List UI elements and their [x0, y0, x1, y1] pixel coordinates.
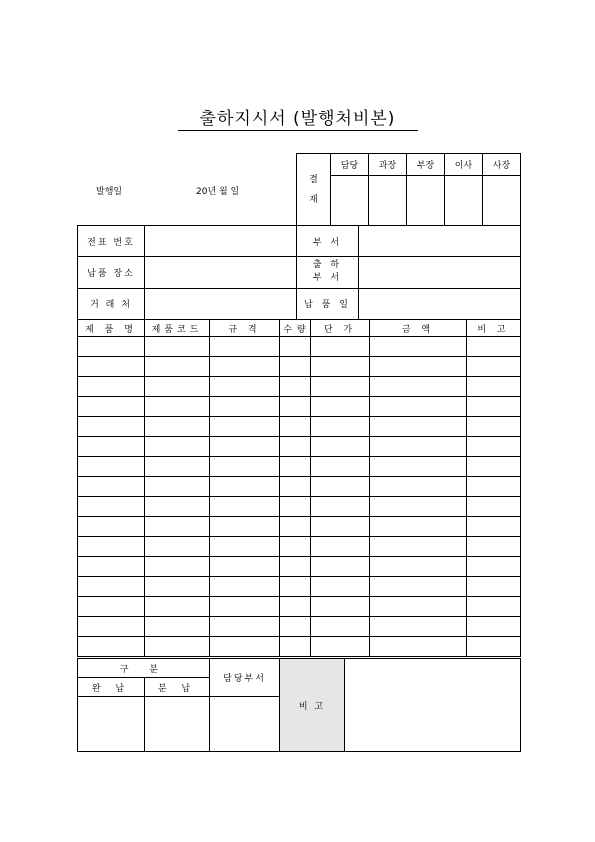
delivery-date-field[interactable]	[359, 288, 521, 319]
cell-quantity[interactable]	[280, 397, 311, 417]
cell-amount[interactable]	[370, 497, 467, 517]
delivery-place-field[interactable]	[145, 257, 297, 288]
dept-label: 부 서	[297, 226, 359, 257]
cell-product-name[interactable]	[78, 357, 145, 377]
cell-spec[interactable]	[210, 477, 280, 497]
col-header-spec: 규 격	[210, 320, 280, 337]
cell-product-name[interactable]	[78, 577, 145, 597]
cell-unit-price[interactable]	[311, 517, 370, 537]
col-header-quantity: 수 량	[280, 320, 311, 337]
cell-spec[interactable]	[210, 417, 280, 437]
cell-product-code[interactable]	[145, 357, 210, 377]
cell-spec[interactable]	[210, 337, 280, 357]
cell-unit-price[interactable]	[311, 597, 370, 617]
cell-remarks[interactable]	[467, 457, 521, 477]
approval-header-staff: 담당	[331, 154, 369, 176]
cell-quantity[interactable]	[280, 577, 311, 597]
cell-unit-price[interactable]	[311, 337, 370, 357]
cell-amount[interactable]	[370, 397, 467, 417]
cell-amount[interactable]	[370, 437, 467, 457]
cell-spec[interactable]	[210, 557, 280, 577]
cell-remarks[interactable]	[467, 437, 521, 457]
approval-header-president: 사장	[483, 154, 521, 176]
cell-spec[interactable]	[210, 357, 280, 377]
cell-product-code[interactable]	[145, 417, 210, 437]
cell-product-code[interactable]	[145, 637, 210, 657]
cell-amount[interactable]	[370, 517, 467, 537]
approval-header-section-chief: 과장	[369, 154, 407, 176]
col-header-unit-price: 단 가	[311, 320, 370, 337]
client-field[interactable]	[145, 288, 297, 319]
cell-product-code[interactable]	[145, 477, 210, 497]
cell-quantity[interactable]	[280, 617, 311, 637]
cell-unit-price[interactable]	[311, 437, 370, 457]
table-row	[78, 537, 521, 557]
cell-amount[interactable]	[370, 357, 467, 377]
approval-sign-director[interactable]	[445, 176, 483, 226]
cell-product-code[interactable]	[145, 377, 210, 397]
table-row	[78, 577, 521, 597]
cell-remarks[interactable]	[467, 377, 521, 397]
cell-spec[interactable]	[210, 537, 280, 557]
cell-amount[interactable]	[370, 337, 467, 357]
cell-unit-price[interactable]	[311, 377, 370, 397]
full-payment-label: 완 납	[78, 678, 145, 697]
table-row	[78, 477, 521, 497]
cell-spec[interactable]	[210, 377, 280, 397]
cell-product-name[interactable]	[78, 597, 145, 617]
cell-product-code[interactable]	[145, 517, 210, 537]
approval-box	[296, 153, 521, 226]
cell-remarks[interactable]	[467, 497, 521, 517]
cell-quantity[interactable]	[280, 337, 311, 357]
cell-spec[interactable]	[210, 437, 280, 457]
cell-unit-price[interactable]	[311, 417, 370, 437]
cell-product-code[interactable]	[145, 557, 210, 577]
cell-amount[interactable]	[370, 557, 467, 577]
dept-in-charge-label: 담당부서	[210, 659, 280, 697]
cell-quantity[interactable]	[280, 377, 311, 397]
slip-no-field[interactable]	[145, 226, 297, 257]
cell-unit-price[interactable]	[311, 397, 370, 417]
col-header-product-code: 제품코드	[145, 320, 210, 337]
cell-remarks[interactable]	[467, 597, 521, 617]
items-table	[77, 319, 521, 657]
item-rows	[78, 337, 521, 657]
cell-product-name[interactable]	[78, 397, 145, 417]
table-row	[78, 377, 521, 397]
cell-quantity[interactable]	[280, 637, 311, 657]
col-header-product-name: 제 품 명	[78, 320, 145, 337]
table-row	[78, 617, 521, 637]
cell-amount[interactable]	[370, 417, 467, 437]
cell-unit-price[interactable]	[311, 457, 370, 477]
table-row	[78, 417, 521, 437]
cell-unit-price[interactable]	[311, 497, 370, 517]
cell-product-code[interactable]	[145, 437, 210, 457]
shipment-info-table	[77, 225, 521, 320]
cell-quantity[interactable]	[280, 477, 311, 497]
table-row	[78, 597, 521, 617]
approval-sign-section-chief[interactable]	[369, 176, 407, 226]
cell-product-name[interactable]	[78, 517, 145, 537]
cell-quantity[interactable]	[280, 517, 311, 537]
cell-product-code[interactable]	[145, 537, 210, 557]
cell-spec[interactable]	[210, 497, 280, 517]
approval-sign-staff[interactable]	[331, 176, 369, 226]
cell-remarks[interactable]	[467, 337, 521, 357]
issue-date-field[interactable]: 20년 월 일	[196, 187, 240, 197]
dept-field[interactable]	[359, 226, 521, 257]
col-header-remarks: 비 고	[467, 320, 521, 337]
cell-remarks[interactable]	[467, 517, 521, 537]
cell-remarks[interactable]	[467, 417, 521, 437]
cell-product-name[interactable]	[78, 477, 145, 497]
bottom-remarks-label: 비 고	[280, 659, 345, 752]
cell-product-code[interactable]	[145, 457, 210, 477]
cell-unit-price[interactable]	[311, 477, 370, 497]
table-row	[78, 517, 521, 537]
cell-product-name[interactable]	[78, 537, 145, 557]
cell-amount[interactable]	[370, 577, 467, 597]
approval-sign-dept-head[interactable]	[407, 176, 445, 226]
cell-remarks[interactable]	[467, 477, 521, 497]
delivery-place-label: 납품 장소	[78, 257, 145, 288]
payment-section-table	[77, 658, 521, 752]
cell-product-name[interactable]	[78, 637, 145, 657]
cell-amount[interactable]	[370, 617, 467, 637]
cell-unit-price[interactable]	[311, 537, 370, 557]
cell-remarks[interactable]	[467, 357, 521, 377]
cell-quantity[interactable]	[280, 537, 311, 557]
cell-product-code[interactable]	[145, 337, 210, 357]
cell-unit-price[interactable]	[311, 577, 370, 597]
cell-product-code[interactable]	[145, 497, 210, 517]
cell-remarks[interactable]	[467, 397, 521, 417]
table-row	[78, 337, 521, 357]
cell-spec[interactable]	[210, 397, 280, 417]
approval-sign-president[interactable]	[483, 176, 521, 226]
table-row	[78, 437, 521, 457]
table-row	[78, 497, 521, 517]
category-label: 구 분	[78, 659, 210, 678]
slip-no-label: 전표 번호	[78, 226, 145, 257]
cell-spec[interactable]	[210, 597, 280, 617]
client-label: 거 래 처	[78, 288, 145, 319]
cell-unit-price[interactable]	[311, 357, 370, 377]
dept-in-charge-field[interactable]	[210, 697, 280, 752]
cell-spec[interactable]	[210, 517, 280, 537]
ship-dept-field[interactable]	[359, 257, 521, 288]
approval-label: 결 재	[297, 154, 331, 226]
cell-product-name[interactable]	[78, 457, 145, 477]
cell-remarks[interactable]	[467, 537, 521, 557]
cell-product-name[interactable]	[78, 417, 145, 437]
cell-quantity[interactable]	[280, 557, 311, 577]
cell-product-name[interactable]	[78, 617, 145, 637]
cell-remarks[interactable]	[467, 577, 521, 597]
cell-quantity[interactable]	[280, 457, 311, 477]
cell-amount[interactable]	[370, 377, 467, 397]
cell-quantity[interactable]	[280, 417, 311, 437]
cell-product-name[interactable]	[78, 377, 145, 397]
cell-amount[interactable]	[370, 637, 467, 657]
cell-product-code[interactable]	[145, 597, 210, 617]
cell-remarks[interactable]	[467, 617, 521, 637]
cell-quantity[interactable]	[280, 597, 311, 617]
cell-remarks[interactable]	[467, 637, 521, 657]
full-payment-field[interactable]	[78, 697, 145, 752]
table-row	[78, 397, 521, 417]
cell-product-name[interactable]	[78, 337, 145, 357]
approval-header-dept-head: 부장	[407, 154, 445, 176]
cell-product-code[interactable]	[145, 577, 210, 597]
cell-amount[interactable]	[370, 597, 467, 617]
table-row	[78, 557, 521, 577]
cell-product-name[interactable]	[78, 437, 145, 457]
cell-remarks[interactable]	[467, 557, 521, 577]
cell-quantity[interactable]	[280, 357, 311, 377]
cell-product-name[interactable]	[78, 557, 145, 577]
title-underline	[178, 130, 418, 131]
cell-unit-price[interactable]	[311, 617, 370, 637]
bottom-remarks-field[interactable]	[345, 659, 521, 752]
cell-unit-price[interactable]	[311, 637, 370, 657]
ship-dept-label: 출 하 부 서	[297, 257, 359, 288]
partial-payment-label: 분 납	[145, 678, 210, 697]
cell-amount[interactable]	[370, 477, 467, 497]
delivery-date-label: 납 품 일	[297, 288, 359, 319]
table-row	[78, 637, 521, 657]
page-title: 출하지시서 (발행처비본)	[199, 109, 396, 129]
cell-quantity[interactable]	[280, 497, 311, 517]
cell-product-code[interactable]	[145, 397, 210, 417]
cell-spec[interactable]	[210, 457, 280, 477]
table-row	[78, 457, 521, 477]
partial-payment-field[interactable]	[145, 697, 210, 752]
table-row	[78, 357, 521, 377]
cell-spec[interactable]	[210, 577, 280, 597]
cell-spec[interactable]	[210, 617, 280, 637]
col-header-amount: 금 액	[370, 320, 467, 337]
cell-amount[interactable]	[370, 537, 467, 557]
cell-quantity[interactable]	[280, 437, 311, 457]
issue-date-label: 발행일	[96, 187, 123, 197]
cell-spec[interactable]	[210, 637, 280, 657]
cell-product-code[interactable]	[145, 617, 210, 637]
cell-product-name[interactable]	[78, 497, 145, 517]
cell-unit-price[interactable]	[311, 557, 370, 577]
approval-header-director: 이사	[445, 154, 483, 176]
cell-amount[interactable]	[370, 457, 467, 477]
